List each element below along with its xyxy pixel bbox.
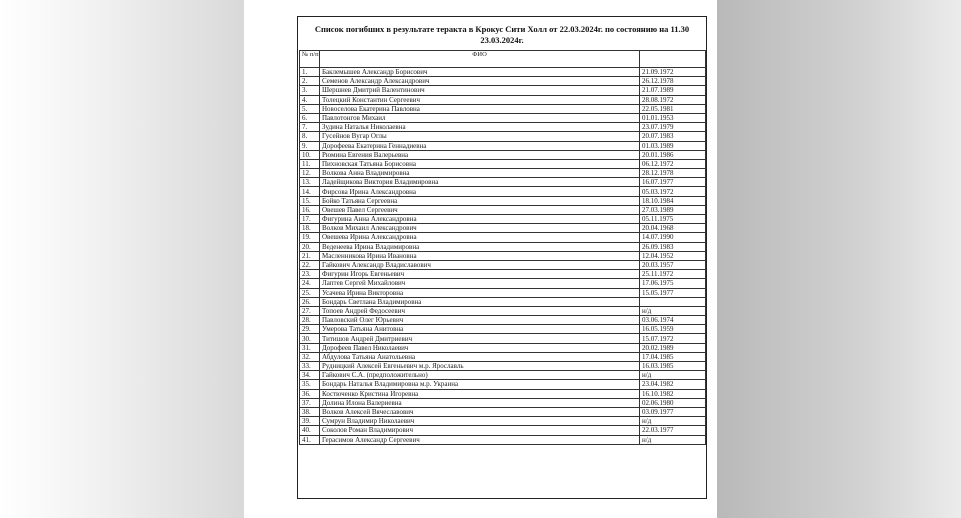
row-name: Рудницкий Алексей Евгеньевич м.р. Ярославль: [320, 362, 640, 371]
row-date: 12.04.1952: [640, 251, 706, 260]
row-number: 16.: [300, 205, 320, 214]
row-number: 18.: [300, 224, 320, 233]
row-date: н/д: [640, 371, 706, 380]
row-number: 19.: [300, 233, 320, 242]
row-date: 27.03.1989: [640, 205, 706, 214]
row-name: Волкова Анна Владимировна: [320, 169, 640, 178]
row-date: 20.03.1957: [640, 260, 706, 269]
table-row: [300, 77, 706, 86]
row-number: 35.: [300, 380, 320, 389]
table-row: [300, 251, 706, 260]
table-row: [300, 104, 706, 113]
row-name: Лаптев Сергей Михайлович: [320, 279, 640, 288]
table-row: [300, 141, 706, 150]
row-name: Пихновская Татьяна Борисовна: [320, 159, 640, 168]
row-date: 22.03.1977: [640, 426, 706, 435]
table-row: [300, 150, 706, 159]
table-row: [300, 426, 706, 435]
table-row: [300, 132, 706, 141]
row-name: Ладейщикова Виктория Владимировна: [320, 178, 640, 187]
row-number: 41.: [300, 435, 320, 444]
row-name: Баклемышев Александр Борисович: [320, 68, 640, 77]
table-row: [300, 352, 706, 361]
table-row: [300, 159, 706, 168]
row-number: 34.: [300, 371, 320, 380]
row-date: н/д: [640, 306, 706, 315]
table-header-row: [300, 51, 706, 68]
row-date: 01.03.1989: [640, 141, 706, 150]
table-row: [300, 389, 706, 398]
row-date: 16.03.1985: [640, 362, 706, 371]
row-name: Костюченко Кристина Игоревна: [320, 389, 640, 398]
row-number: 4.: [300, 95, 320, 104]
row-date: 14.07.1990: [640, 233, 706, 242]
row-date: 21.09.1972: [640, 68, 706, 77]
row-number: 31.: [300, 343, 320, 352]
row-name: Умерова Татьяна Анитовна: [320, 325, 640, 334]
header-name: ФИО: [320, 51, 640, 68]
table-row: [300, 86, 706, 95]
row-date: 01.01.1953: [640, 113, 706, 122]
row-name: Веденеева Ирина Владимировна: [320, 242, 640, 251]
table-row: [300, 215, 706, 224]
row-name: Толецкий Константин Сергеевич: [320, 95, 640, 104]
table-row: [300, 334, 706, 343]
table-row: [300, 187, 706, 196]
row-date: 25.11.1972: [640, 270, 706, 279]
table-row: [300, 306, 706, 315]
row-name: Волков Алексей Вячеславович: [320, 407, 640, 416]
row-number: 32.: [300, 352, 320, 361]
row-date: н/д: [640, 417, 706, 426]
row-number: 6.: [300, 113, 320, 122]
header-number: № п/п: [300, 51, 320, 68]
row-date: 18.10.1984: [640, 196, 706, 205]
row-number: 17.: [300, 215, 320, 224]
row-number: 15.: [300, 196, 320, 205]
row-date: 15.07.1972: [640, 334, 706, 343]
row-date: 16.10.1982: [640, 389, 706, 398]
row-name: Бондарь Светлана Владимировна: [320, 297, 640, 306]
row-number: 33.: [300, 362, 320, 371]
row-date: 16.05.1959: [640, 325, 706, 334]
table-row: [300, 233, 706, 242]
row-name: Овешев Павел Сергеевич: [320, 205, 640, 214]
row-date: 16.07.1977: [640, 178, 706, 187]
table-row: [300, 123, 706, 132]
row-name: Новоселова Екатерина Павловна: [320, 104, 640, 113]
row-number: 28.: [300, 316, 320, 325]
table-row: [300, 95, 706, 104]
row-number: 37.: [300, 398, 320, 407]
row-number: 11.: [300, 159, 320, 168]
table-row: [300, 417, 706, 426]
row-name: Гайкович Александр Владиславович: [320, 260, 640, 269]
row-name: Бойко Татьяна Сергеевна: [320, 196, 640, 205]
row-name: Семенов Александр Александрович: [320, 77, 640, 86]
row-date: 03.06.1974: [640, 316, 706, 325]
row-name: Бондарь Наталья Владимировна м.р. Украина: [320, 380, 640, 389]
table-row: [300, 279, 706, 288]
row-name: Абдулова Татьяна Анатольевна: [320, 352, 640, 361]
table-row: [300, 224, 706, 233]
row-date: 03.09.1977: [640, 407, 706, 416]
row-date: 20.04.1968: [640, 224, 706, 233]
row-name: Усачева Ирина Викторовна: [320, 288, 640, 297]
row-number: 13.: [300, 178, 320, 187]
row-number: 5.: [300, 104, 320, 113]
row-number: 7.: [300, 123, 320, 132]
row-name: Дорофеев Павел Николаевич: [320, 343, 640, 352]
row-number: 36.: [300, 389, 320, 398]
row-number: 14.: [300, 187, 320, 196]
victims-table: [299, 50, 706, 445]
row-date: н/д: [640, 435, 706, 444]
row-name: Гусейнов Вугар Оглы: [320, 132, 640, 141]
row-number: 21.: [300, 251, 320, 260]
row-date: 26.12.1978: [640, 77, 706, 86]
row-date: 05.03.1972: [640, 187, 706, 196]
row-date: 20.07.1983: [640, 132, 706, 141]
row-date: 17.06.1975: [640, 279, 706, 288]
table-row: [300, 113, 706, 122]
row-name: Герасимов Александр Сергеевич: [320, 435, 640, 444]
table-row: [300, 196, 706, 205]
row-number: 23.: [300, 270, 320, 279]
background-right: [717, 0, 961, 518]
row-date: 22.05.1981: [640, 104, 706, 113]
table-row: [300, 178, 706, 187]
row-date: 20.02.1989: [640, 343, 706, 352]
row-number: 8.: [300, 132, 320, 141]
table-row: [300, 316, 706, 325]
row-name: Зудина Наталья Николаевна: [320, 123, 640, 132]
row-number: 40.: [300, 426, 320, 435]
row-date: 17.04.1985: [640, 352, 706, 361]
row-date: 06.12.1972: [640, 159, 706, 168]
row-number: 27.: [300, 306, 320, 315]
row-date: [640, 297, 706, 306]
table-row: [300, 270, 706, 279]
row-number: 30.: [300, 334, 320, 343]
row-name: Павловский Олег Юрьевич: [320, 316, 640, 325]
row-name: Шершнев Дмитрий Валентинович: [320, 86, 640, 95]
table-row: [300, 260, 706, 269]
row-number: 39.: [300, 417, 320, 426]
table-row: [300, 68, 706, 77]
row-date: 23.04.1982: [640, 380, 706, 389]
row-date: 26.09.1983: [640, 242, 706, 251]
table-row: [300, 380, 706, 389]
row-date: 21.07.1989: [640, 86, 706, 95]
row-name: Овешева Ирина Александровна: [320, 233, 640, 242]
table-row: [300, 362, 706, 371]
row-number: 26.: [300, 297, 320, 306]
table-row: [300, 398, 706, 407]
table-row: [300, 435, 706, 444]
table-row: [300, 169, 706, 178]
document-title: Список погибших в результате теракта в Крокус Сити Холл от 22.03.2024г. по состоянию на 11.30 23.03.2024г.: [314, 24, 690, 45]
row-name: Соколов Роман Владимирович: [320, 426, 640, 435]
row-number: 24.: [300, 279, 320, 288]
row-name: Дорофеева Екатерина Геннадиевна: [320, 141, 640, 150]
row-name: Титишов Андрей Дмитриевич: [320, 334, 640, 343]
row-number: 12.: [300, 169, 320, 178]
row-number: 38.: [300, 407, 320, 416]
row-number: 29.: [300, 325, 320, 334]
row-date: 15.05.1977: [640, 288, 706, 297]
row-number: 20.: [300, 242, 320, 251]
table-row: [300, 325, 706, 334]
table-row: [300, 407, 706, 416]
row-name: Фигурина Анна Александровна: [320, 215, 640, 224]
row-name: Волков Михаил Александрович: [320, 224, 640, 233]
row-number: 3.: [300, 86, 320, 95]
row-name: Масленникова Ирина Ивановна: [320, 251, 640, 260]
row-name: Павлотонгов Михаил: [320, 113, 640, 122]
row-number: 9.: [300, 141, 320, 150]
table-row: [300, 343, 706, 352]
row-name: Топоев Андрей Федосеевич: [320, 306, 640, 315]
row-date: 23.07.1979: [640, 123, 706, 132]
row-name: Рюмина Евгения Валерьевна: [320, 150, 640, 159]
table-row: [300, 205, 706, 214]
row-name: Фигурин Игорь Евгеньевич: [320, 270, 640, 279]
row-number: 22.: [300, 260, 320, 269]
row-number: 1.: [300, 68, 320, 77]
row-name: Сумрун Владимир Николаевич: [320, 417, 640, 426]
row-name: Долина Илона Валериевна: [320, 398, 640, 407]
row-name: Гайкович С.А. (предположительно): [320, 371, 640, 380]
row-date: 05.11.1975: [640, 215, 706, 224]
table-row: [300, 288, 706, 297]
row-date: 20.01.1986: [640, 150, 706, 159]
header-date: [640, 51, 706, 68]
table-row: [300, 297, 706, 306]
row-name: Фирсова Ирина Александровна: [320, 187, 640, 196]
table-row: [300, 242, 706, 251]
row-number: 10.: [300, 150, 320, 159]
row-number: 25.: [300, 288, 320, 297]
background-left: [0, 0, 244, 518]
row-date: 02.06.1980: [640, 398, 706, 407]
row-number: 2.: [300, 77, 320, 86]
row-date: 28.08.1972: [640, 95, 706, 104]
table-row: [300, 371, 706, 380]
row-date: 28.12.1978: [640, 169, 706, 178]
